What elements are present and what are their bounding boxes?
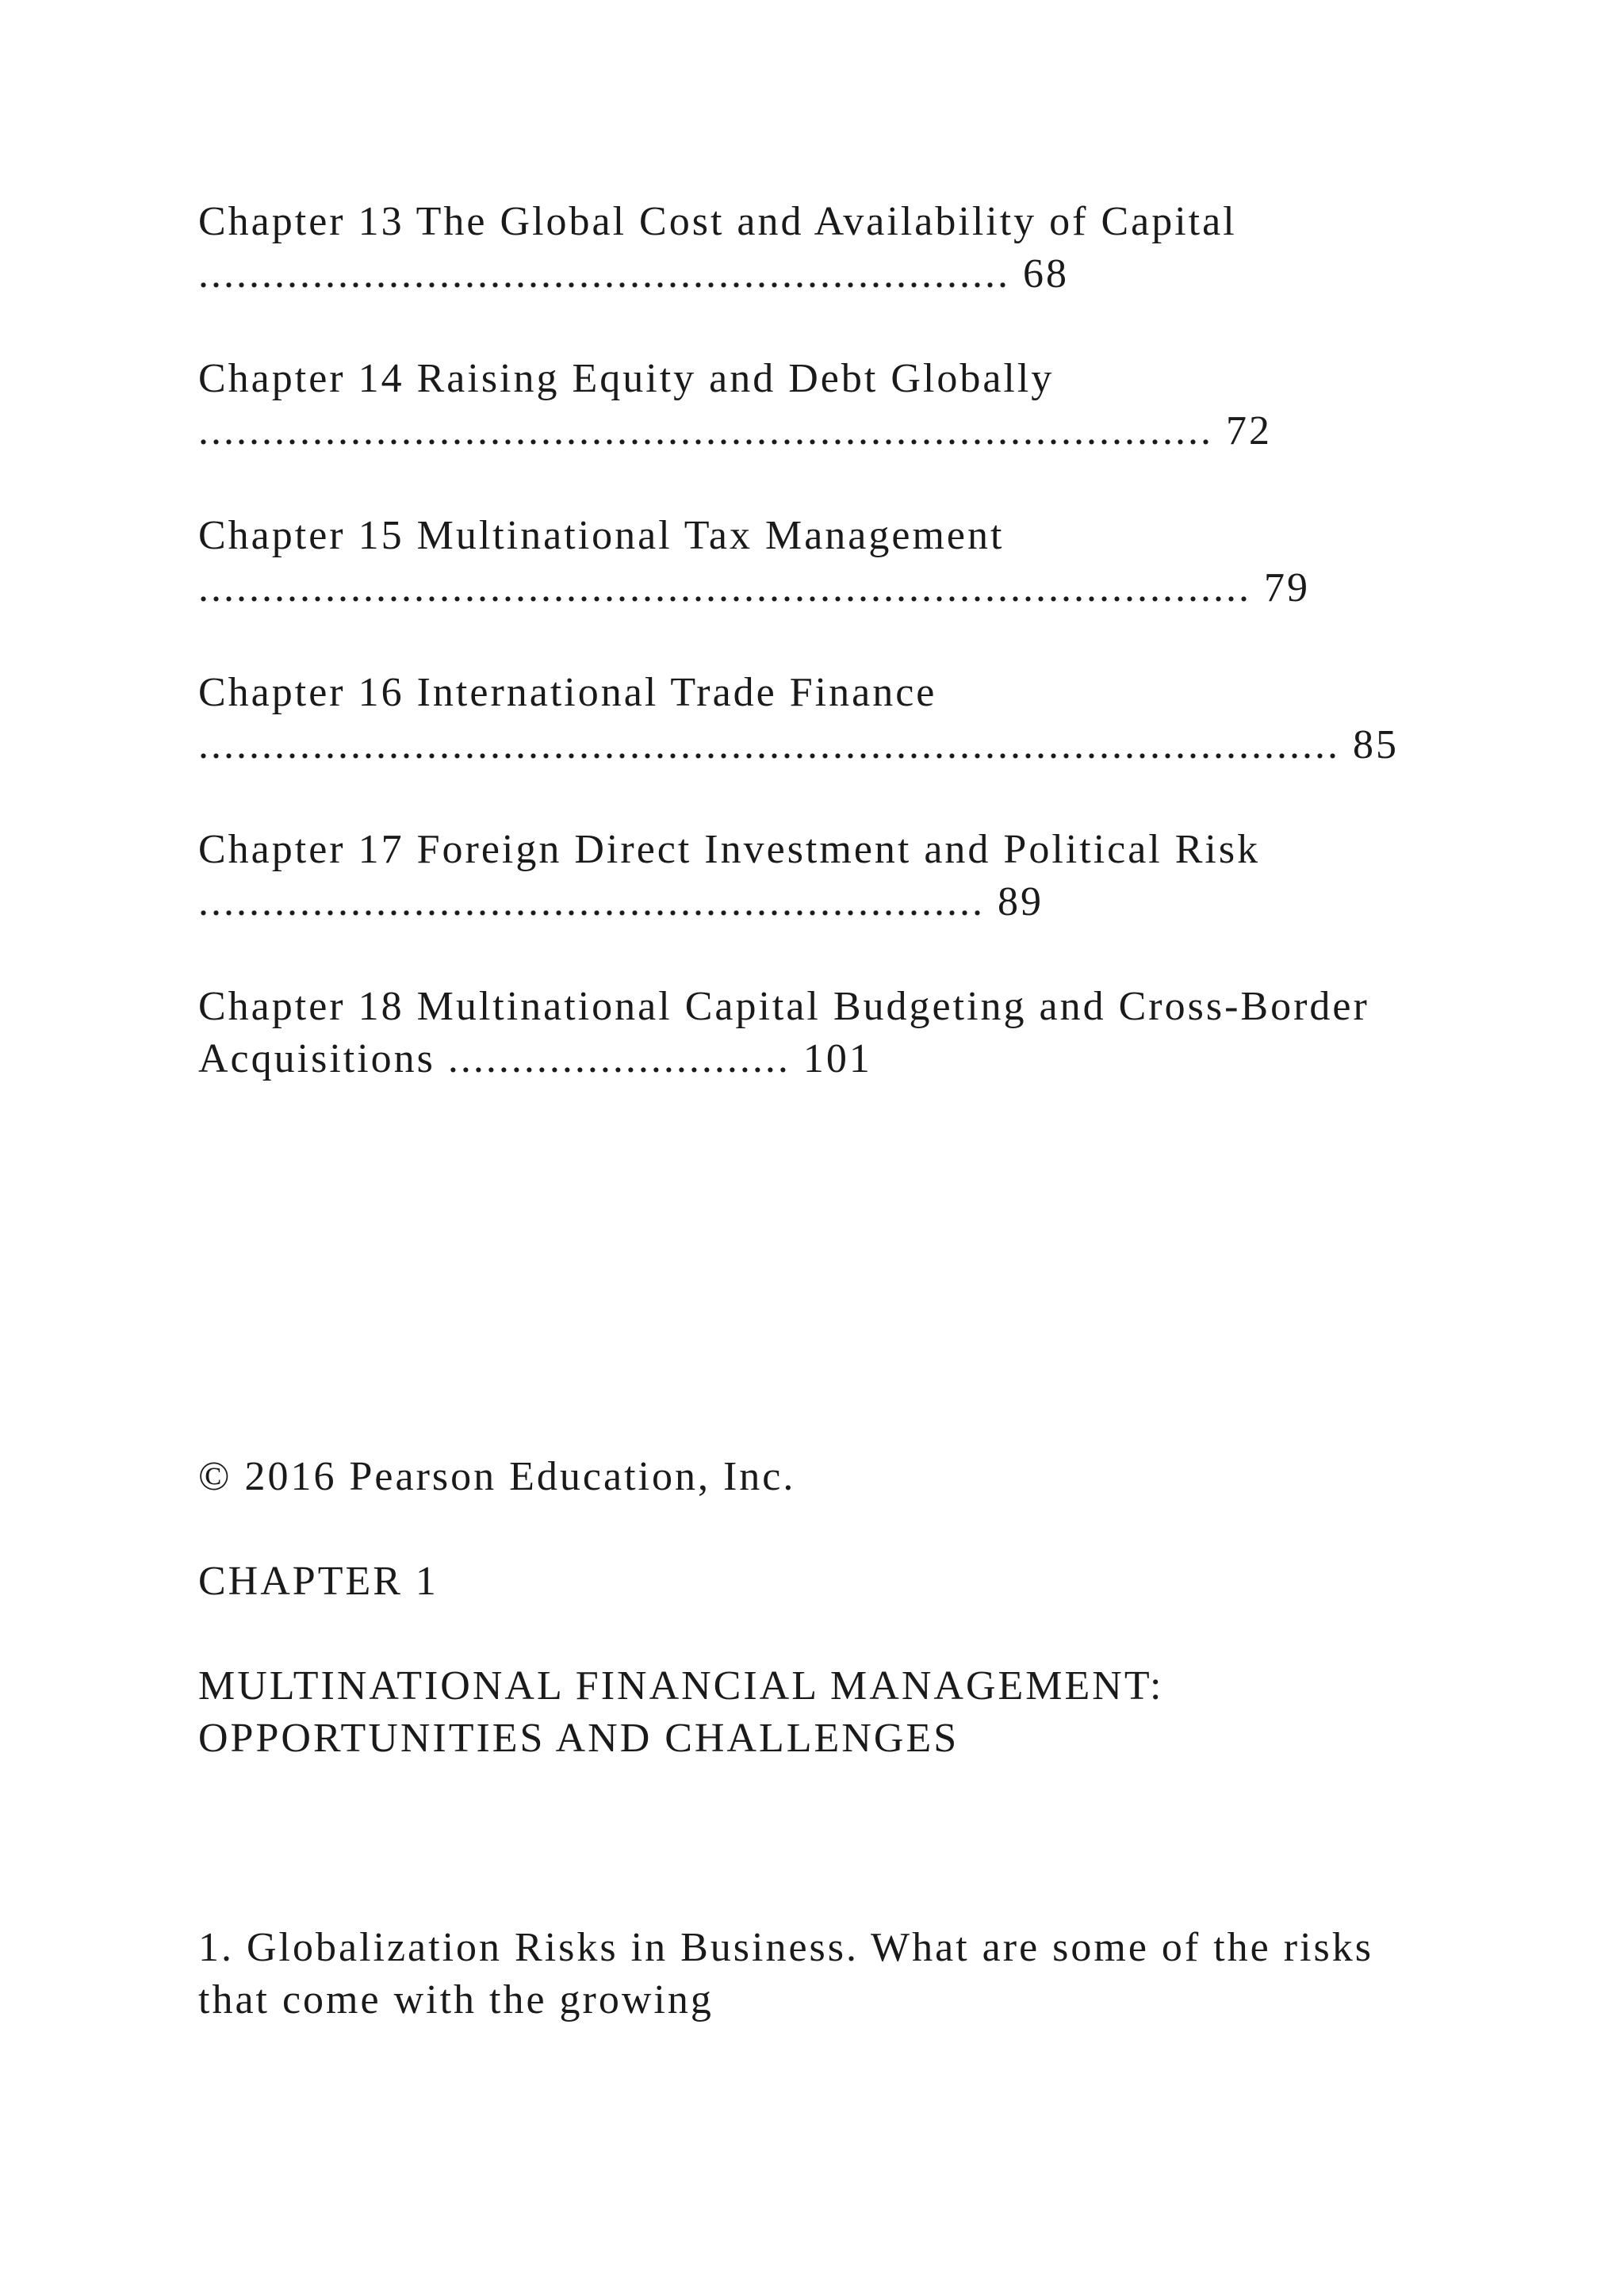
toc-page-number: 101 [802, 1036, 872, 1081]
chapter-subtitle: OPPORTUNITIES AND CHALLENGES [198, 1716, 959, 1761]
toc-page-number: 85 [1353, 722, 1399, 767]
toc-entry-leader [198, 248, 1069, 300]
toc-entry-title: Chapter 15 Multinational Tax Management [198, 513, 1005, 558]
toc-entry-leader [198, 562, 1310, 614]
toc-page-number: 89 [998, 879, 1044, 924]
question-text-continued: that come with the growing [198, 1977, 714, 2022]
toc-page-number: 72 [1226, 408, 1272, 453]
question-text: 1. Globalization Risks in Business. What are some of the risks [198, 1925, 1373, 1970]
chapter-title: MULTINATIONAL FINANCIAL MANAGEMENT: [198, 1663, 1164, 1709]
toc-leader-dots: ................................................................ [198, 251, 1010, 297]
toc-leader-dots: ................................................................................ [198, 408, 1213, 453]
toc-entry-leader [198, 1033, 872, 1085]
copyright-notice: © 2016 Pearson Education, Inc. [198, 1454, 796, 1499]
toc-leader-dots: Acquisitions ........................... [198, 1036, 791, 1081]
toc-entry-leader [198, 405, 1272, 457]
toc-leader-dots: ................................................................................... [198, 565, 1251, 610]
toc-leader-dots: .......................................................................................... [198, 722, 1340, 767]
toc-entry-title: Chapter 18 Multinational Capital Budgeting and Cross-Border [198, 984, 1369, 1029]
toc-entry-title: Chapter 17 Foreign Direct Investment and Political Risk [198, 827, 1261, 872]
toc-entry-title: Chapter 13 The Global Cost and Availability of Capital [198, 199, 1237, 244]
toc-leader-dots: .............................................................. [198, 879, 985, 924]
toc-entry-title: Chapter 16 International Trade Finance [198, 670, 937, 715]
toc-entry-title: Chapter 14 Raising Equity and Debt Globally [198, 356, 1055, 401]
toc-entry-leader [198, 719, 1399, 771]
chapter-label: CHAPTER 1 [198, 1559, 439, 1604]
toc-page-number: 79 [1264, 565, 1310, 610]
toc-page-number: 68 [1023, 251, 1069, 297]
toc-entry-leader [198, 876, 1044, 928]
